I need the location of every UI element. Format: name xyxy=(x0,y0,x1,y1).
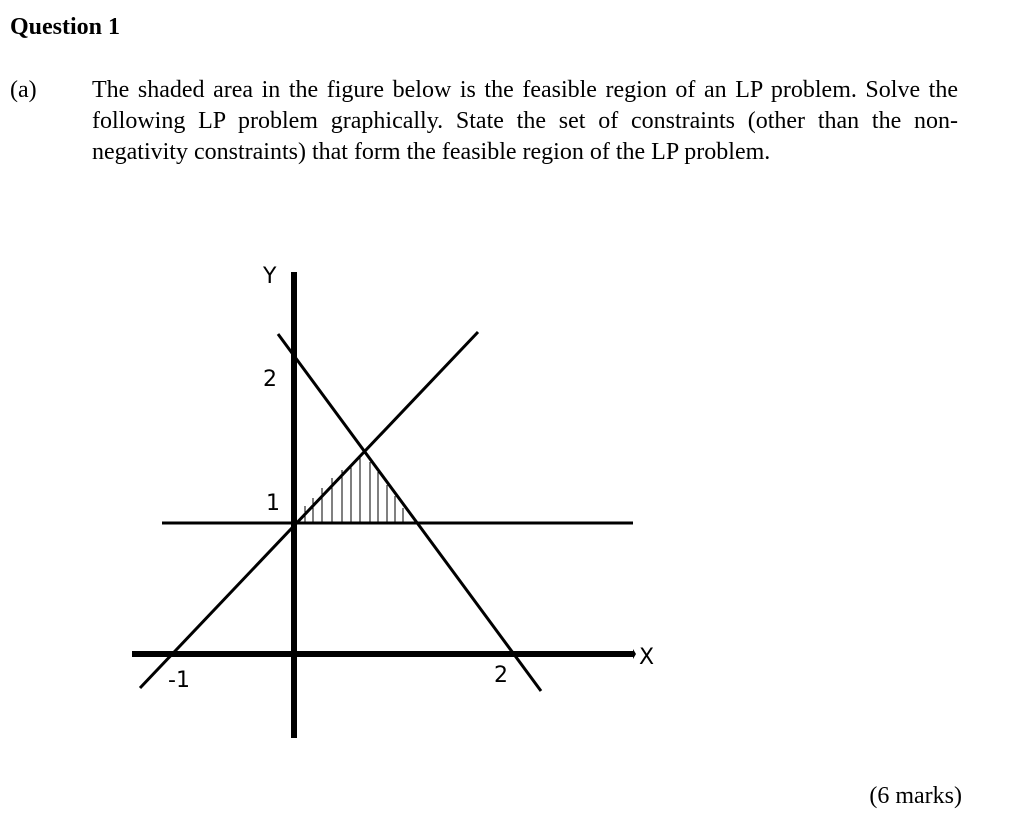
part-label: (a) xyxy=(10,77,37,103)
x-tick-label-neg1: -1 xyxy=(168,668,190,693)
question-text: The shaded area in the figure below is the feasible region of an LP problem. Solve the following LP problem graphically. State the set of constraints (other than the non-negativity constraints) that form the feasible region of the LP problem. xyxy=(92,77,958,165)
line-y-equals-x-plus-1 xyxy=(140,332,478,688)
feasible-region-hatching xyxy=(305,458,403,522)
line-x-plus-y-equals-2 xyxy=(278,334,541,691)
x-axis-arrowhead xyxy=(633,649,636,659)
y-tick-label-1: 1 xyxy=(266,491,280,516)
y-tick-label-2: 2 xyxy=(263,367,277,392)
x-tick-label-2: 2 xyxy=(494,663,508,688)
question-heading: Question 1 xyxy=(10,14,121,40)
y-axis-label: Y xyxy=(263,264,277,289)
marks-label: (6 marks) xyxy=(869,783,962,809)
x-axis-label: X xyxy=(639,645,655,670)
